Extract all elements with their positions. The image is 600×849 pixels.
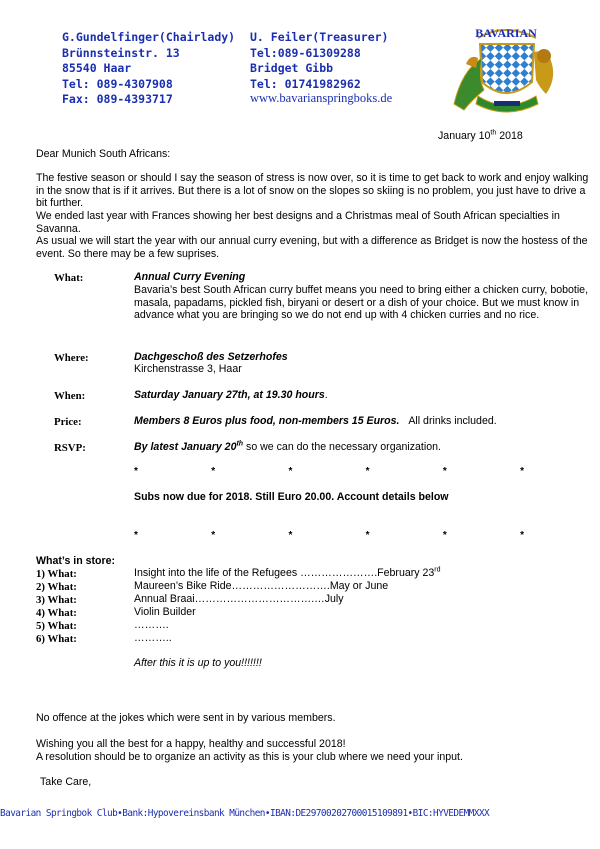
star: * [211, 530, 216, 541]
when-value: Saturday January 27th, at 19.30 hours [134, 389, 325, 401]
where-address: Kirchenstrasse 3, Haar [134, 363, 242, 375]
chairlady-phone: Tel: 089-4307908 [62, 76, 173, 91]
where-place: Dachgeschoß des Setzerhofes [134, 351, 288, 363]
star: * [288, 466, 293, 477]
greeting: Dear Munich South Africans: [36, 148, 171, 160]
store-title: What’s in store: [36, 555, 116, 567]
store-item-5-label: 5) What: [36, 620, 77, 632]
hostess-name: Bridget Gibb [250, 61, 334, 75]
store-item-4-label: 4) What: [36, 607, 77, 619]
when-value-line [134, 389, 328, 402]
star: * [520, 466, 524, 477]
star: * [134, 530, 138, 541]
rsvp-suffix-sup: th [236, 440, 244, 448]
star: * [288, 530, 293, 541]
treasurer-phone: Tel:089-61309288 [250, 45, 361, 60]
when-label: When: [54, 390, 86, 402]
store-item-2-label: 2) What: [36, 581, 77, 593]
intro-paragraph: The festive season or should I say the season of stress is now over, so it is time to get back to work and enjoy walking in the snow that is if it arrives. But there is a lot of snow on the slopes so skiing is no problem, you just have to drive a bit further. [36, 172, 589, 210]
bank-details-footer: Bavarian Springbok Club•Bank:Hypovereinsbank München•IBAN:DE29700202700015109891•BIC:HYVEDEMMXXX [0, 808, 490, 819]
store-item-3-text: Annual Braai…………………………….…July [134, 593, 344, 605]
star-divider-bottom [134, 530, 524, 541]
store-item-1-text: Insight into the life of the Refugees ………………….February 23 [134, 567, 435, 579]
letter-date [438, 130, 523, 143]
price-label: Price: [54, 416, 82, 428]
rsvp-label: RSVP: [54, 442, 86, 454]
treasurer-contact [250, 30, 388, 92]
store-item-5-text: ………. [134, 619, 169, 631]
store-item-2-text: Maureen’s Bike Ride……………………….May or June [134, 580, 389, 592]
subs-notice: Subs now due for 2018. Still Euro 20.00. Account details below [134, 491, 449, 503]
hostess-phone: Tel: 01741982962 [250, 76, 361, 91]
star-divider-top [134, 466, 524, 477]
star: * [134, 466, 138, 477]
store-item-3-label: 3) What: [36, 594, 77, 606]
store-closing: After this it is up to you!!!!!!! [134, 657, 262, 669]
star: * [211, 466, 216, 477]
club-logo [448, 18, 564, 118]
star: * [442, 466, 447, 477]
star: * [365, 466, 370, 477]
store-item-1-label: 1) What: [36, 568, 77, 580]
what-description: Bavaria’s best South African curry buffet means you need to bring either a chicken curry, bobotie, masala, papadams, pickled fish, biryani or desert or a dish of your choice. But we must know in advance what you are bringing so we do not end up with 4 chicken curries and no rice. [134, 284, 589, 322]
date-suffix: th [490, 129, 497, 137]
last-year-paragraph: We ended last year with Frances showing her best designs and a Christmas meal of South African specialties in Savanna. [36, 210, 560, 235]
chairlady-fax: Fax: 089-4393717 [62, 92, 173, 106]
price-suffix: All drinks included. [408, 415, 497, 427]
rsvp-line [134, 441, 441, 454]
website-link[interactable]: www.bavarianspringboks.de [250, 91, 393, 105]
signoff: Take Care, [40, 776, 92, 788]
price-line [134, 415, 497, 428]
store-item-4-text: Violin Builder [134, 606, 196, 618]
what-label: What: [54, 272, 84, 284]
price-value: Members 8 Euros plus food, non-members 15 Euros. [134, 415, 400, 427]
where-label: Where: [54, 352, 89, 364]
chairlady-city: 85540 Haar [62, 61, 132, 75]
store-item-1-sup: rd [434, 566, 441, 574]
store-item-1 [134, 567, 441, 579]
wishes-line: Wishing you all the best for a happy, healthy and successful 2018! [36, 738, 346, 750]
store-item-6-label: 6) What: [36, 633, 77, 645]
logo-text: BAVARIAN [475, 26, 537, 40]
rsvp-suffix: so we can do the necessary organization. [243, 441, 441, 453]
chairlady-street: Brünnsteinstr. 13 [62, 45, 180, 60]
chairlady-name: G.Gundelfinger(Chairlady) [62, 30, 236, 44]
when-suffix: . [324, 389, 328, 401]
chairlady-contact [62, 30, 235, 108]
store-item-6-text: ……….. [134, 632, 172, 644]
treasurer-name: U. Feiler(Treasurer) [250, 30, 389, 44]
star: * [442, 530, 447, 541]
curry-paragraph: As usual we will start the year with our annual curry evening, but with a difference as Bridget is now the hostess of the event. So there may be a few suprises. [36, 235, 588, 260]
date-main: January 10 [438, 130, 491, 142]
resolution-line: A resolution should be to organize an activity as this is your club where we need your input. [36, 751, 463, 763]
jokes-note: No offence at the jokes which were sent in by various members. [36, 712, 336, 724]
what-title: Annual Curry Evening [134, 271, 246, 283]
star: * [365, 530, 370, 541]
date-year: 2018 [499, 130, 523, 142]
rsvp-value: By latest January 20 [134, 441, 237, 453]
star: * [520, 530, 524, 541]
